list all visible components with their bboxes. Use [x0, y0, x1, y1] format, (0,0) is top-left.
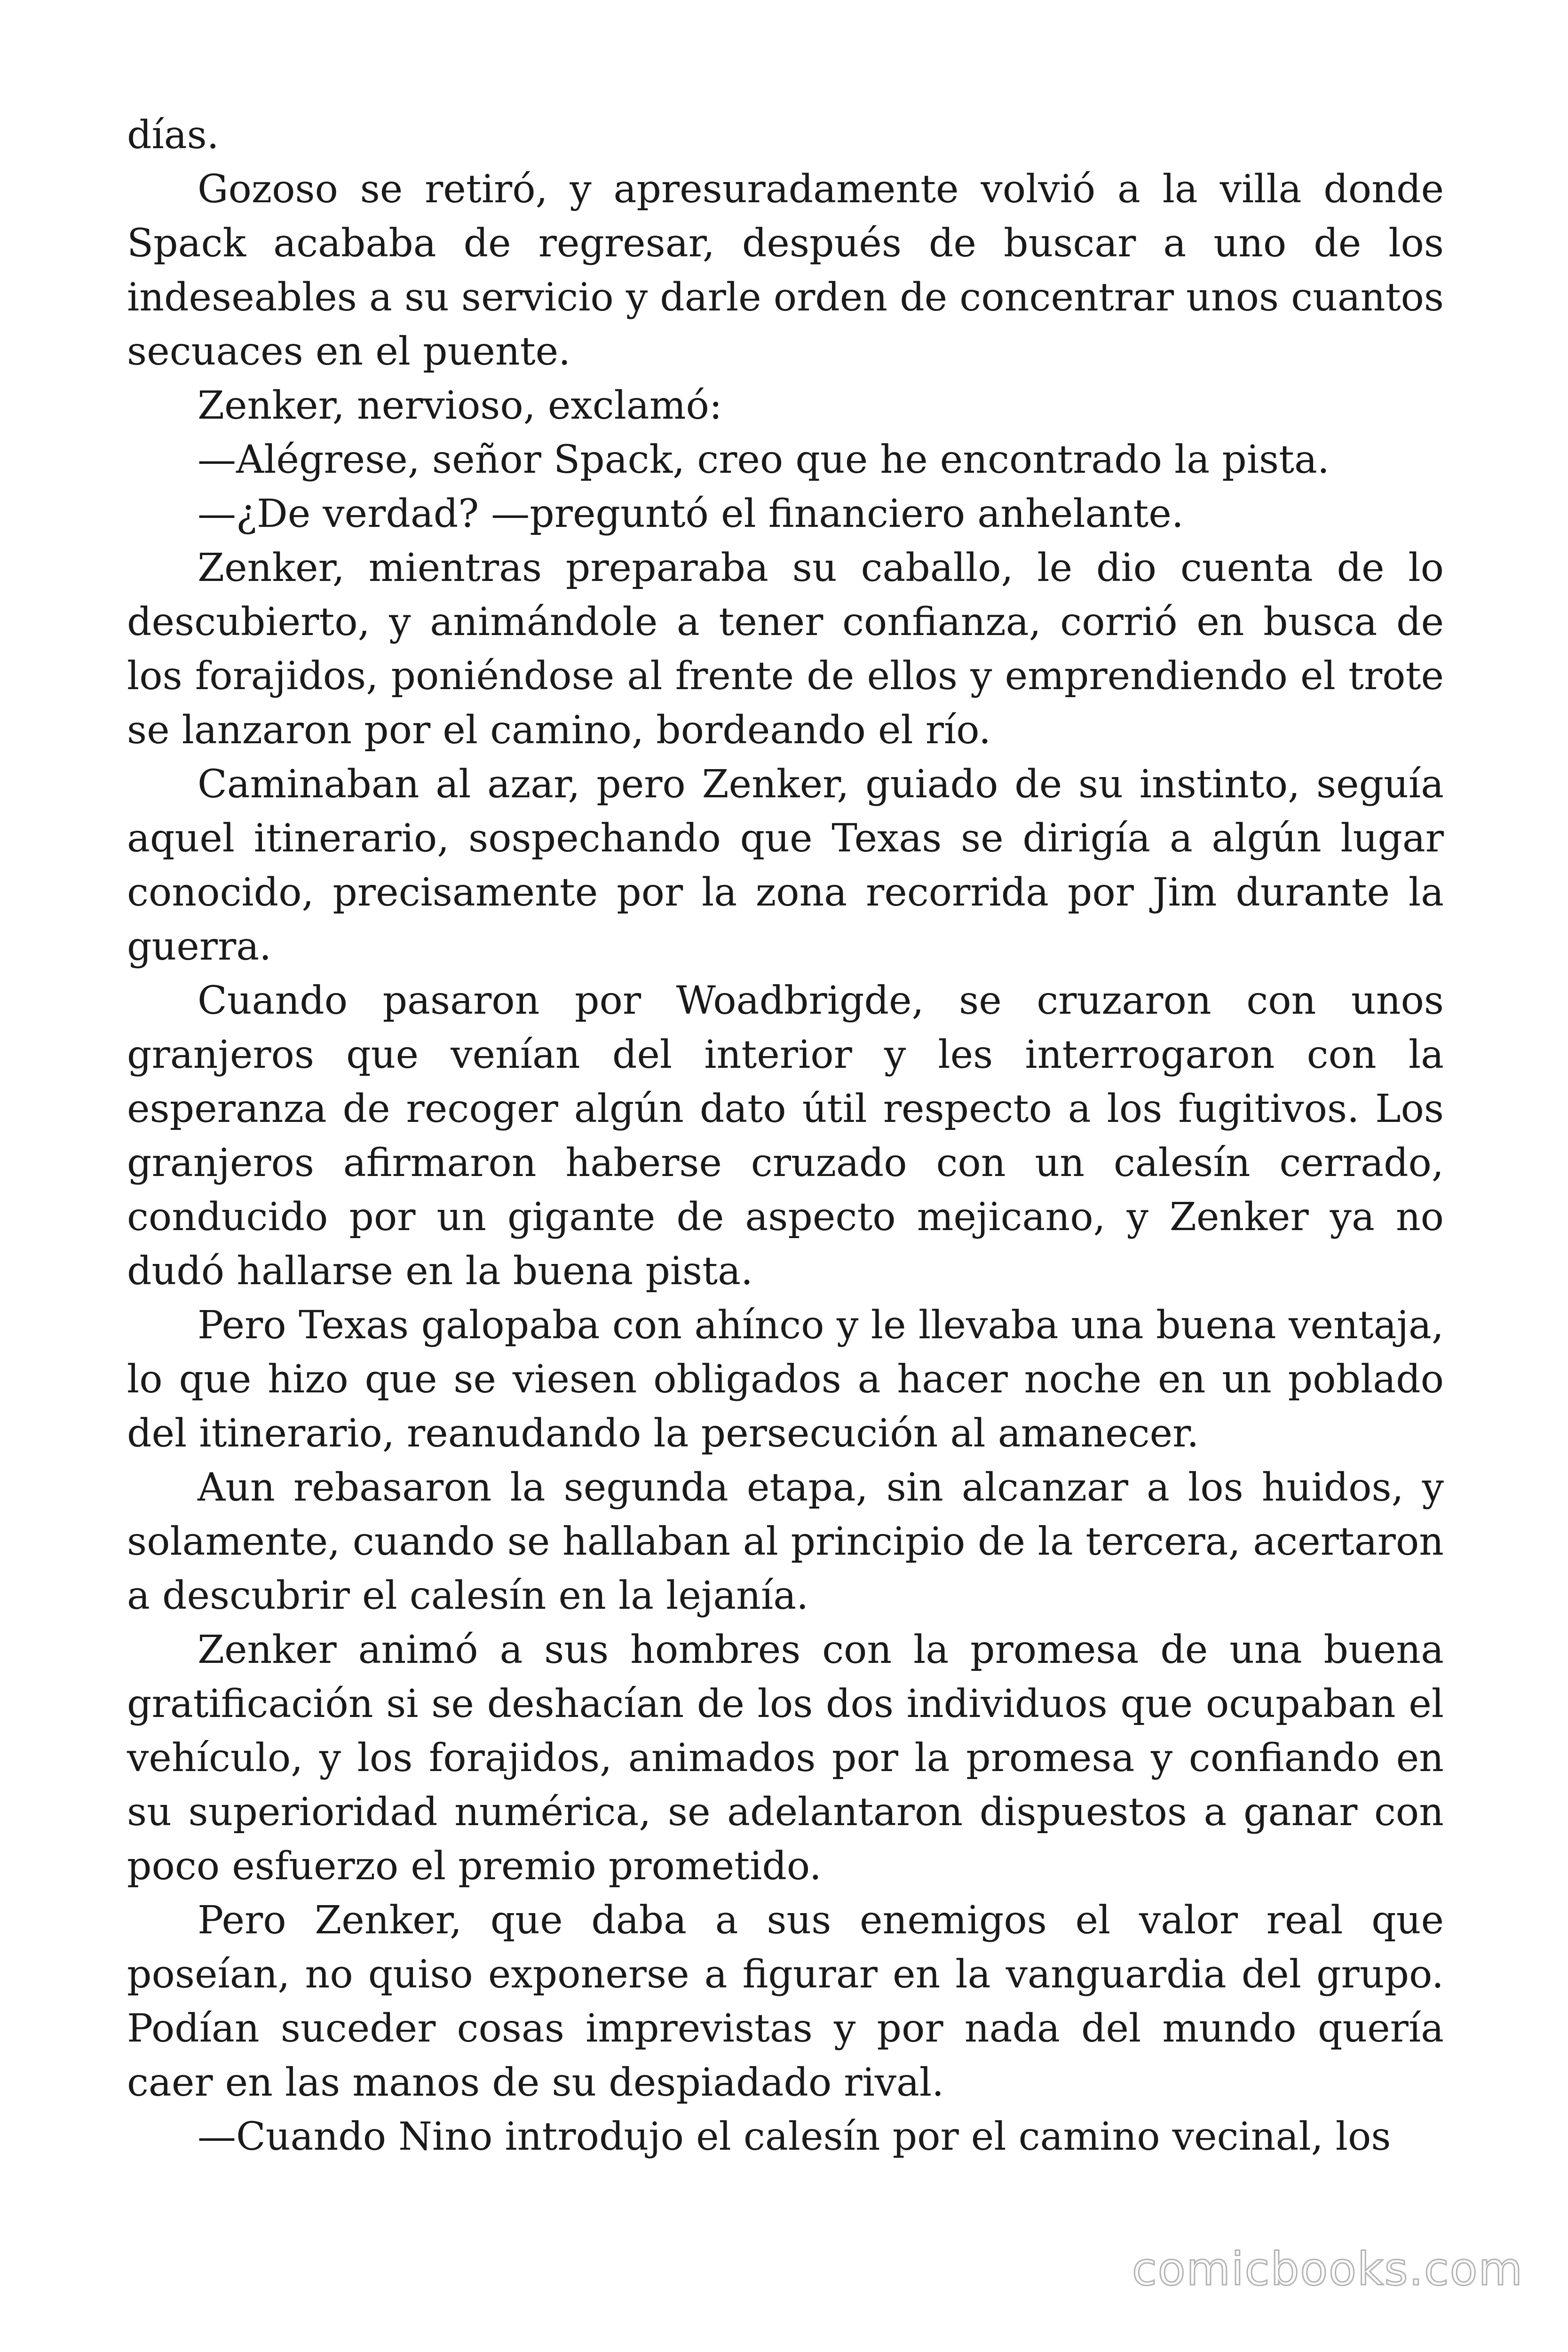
paragraph-5: —¿De verdad? —preguntó el financiero anhelante. [198, 492, 1184, 536]
paragraph-13: —Cuando Nino introdujo el calesín por el camino vecinal, los [198, 2114, 1391, 2159]
paragraph-7: Caminaban al azar, pero Zenker, guiado de su instinto, seguía aquel itinerario, sospechando que Texas se dirigía a algún lugar conocido, precisamente por la zona recorrida por Jim durante la guerra. [127, 762, 1444, 969]
paragraph-12: Pero Zenker, que daba a sus enemigos el valor real que poseían, no quiso exponerse a figurar en la vanguardia del grupo. Podían suceder cosas imprevistas y por nada del mundo quería caer en las manos de su despiadado rival. [127, 1898, 1444, 2105]
page-text-body [127, 108, 1444, 2225]
paragraph-6: Zenker, mientras preparaba su caballo, le dio cuenta de lo descubierto, y animándole a tener confianza, corrió en busca de los forajidos, poniéndose al frente de ellos y emprendiendo el trote se lanzaron por el camino, bordeando el río. [127, 546, 1444, 753]
paragraph-9: Pero Texas galopaba con ahínco y le llevaba una buena ventaja, lo que hizo que se viesen obligados a hacer noche en un poblado del itinerario, reanudando la persecución al amanecer. [127, 1303, 1444, 1456]
paragraph-4: —Alégrese, señor Spack, creo que he encontrado la pista. [198, 437, 1330, 482]
paragraph-1: días. [127, 113, 219, 158]
paragraph-10: Aun rebasaron la segunda etapa, sin alcanzar a los huidos, y solamente, cuando se hallaban al principio de la tercera, acertaron a descubrir el calesín en la lejanía. [127, 1465, 1444, 1618]
paragraph-8: Cuando pasaron por Woadbrigde, se cruzaron con unos granjeros que venían del interior y les interrogaron con la esperanza de recoger algún dato útil respecto a los fugitivos. Los granjeros afirmaron haberse cruzado con un calesín cerrado, conducido por un gigante de aspecto mejicano, y Zenker ya no dudó hallarse en la buena pista. [127, 978, 1444, 1294]
paragraph-3: Zenker, nervioso, exclamó: [198, 383, 722, 428]
paragraph-2: Gozoso se retiró, y apresuradamente volvió a la villa donde Spack acababa de regresar, después de buscar a uno de los indeseables a su servicio y darle orden de concentrar unos cuantos secuaces en el puente. [127, 167, 1444, 374]
paragraph-11: Zenker animó a sus hombres con la promesa de una buena gratificación si se deshacían de los dos individuos que ocupaban el vehículo, y los forajidos, animados por la promesa y confiando en su superioridad numérica, se adelantaron dispuestos a ganar con poco esfuerzo el premio prometido. [127, 1628, 1444, 1889]
watermark: comicbooks.com [1132, 2243, 1523, 2296]
